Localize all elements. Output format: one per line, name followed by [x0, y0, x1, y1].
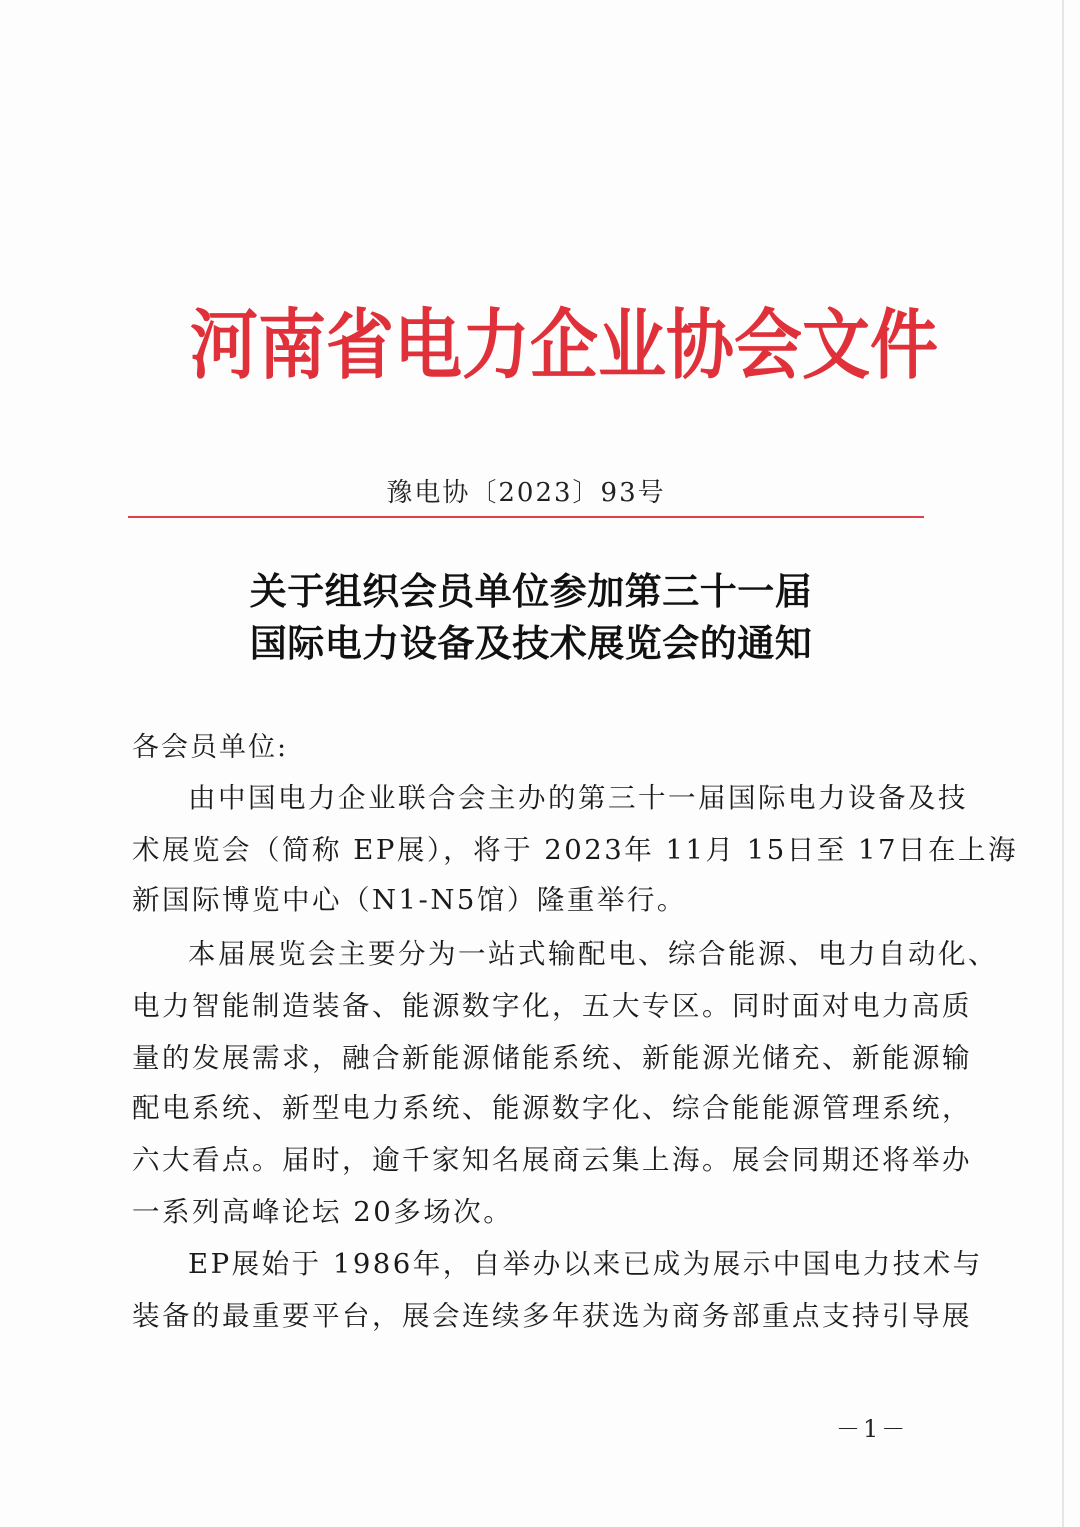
body-line-7: 配电系统、新型电力系统、能源数字化、综合能能源管理系统， — [132, 1092, 972, 1124]
body-line-3: 新国际博览中心（N1-N5馆）隆重举行。 — [132, 884, 687, 916]
body-line-4: 本届展览会主要分为一站式输配电、综合能源、电力自动化、 — [188, 938, 998, 970]
page-number: －1－ — [836, 1415, 909, 1443]
notice-title-line-1: 关于组织会员单位参加第三十一届 — [249, 569, 813, 613]
masthead-title: 河南省电力企业协会文件 — [190, 300, 939, 391]
document-number: 豫电协〔2023〕93号 — [386, 478, 666, 508]
salutation: 各会员单位: — [132, 732, 289, 763]
body-line-6: 量的发展需求，融合新能源储能系统、新能源光储充、新能源输 — [132, 1042, 972, 1074]
notice-title-line-2: 国际电力设备及技术展览会的通知 — [249, 621, 813, 665]
body-line-9: 一系列高峰论坛 20多场次。 — [132, 1196, 514, 1228]
body-line-2: 术展览会（简称 EP展），将于 2023年 11月 15日至 17日在上海 — [132, 834, 1018, 866]
red-divider-line — [128, 516, 924, 518]
scan-edge — [1062, 0, 1064, 1527]
body-line-8: 六大看点。届时，逾千家知名展商云集上海。展会同期还将举办 — [132, 1144, 972, 1176]
body-line-11: 装备的最重要平台，展会连续多年获选为商务部重点支持引导展 — [132, 1300, 972, 1332]
body-line-10: EP展始于 1986年，自举办以来已成为展示中国电力技术与 — [188, 1248, 983, 1280]
body-line-1: 由中国电力企业联合会主办的第三十一届国际电力设备及技 — [188, 782, 968, 814]
body-line-5: 电力智能制造装备、能源数字化，五大专区。同时面对电力高质 — [132, 990, 972, 1022]
